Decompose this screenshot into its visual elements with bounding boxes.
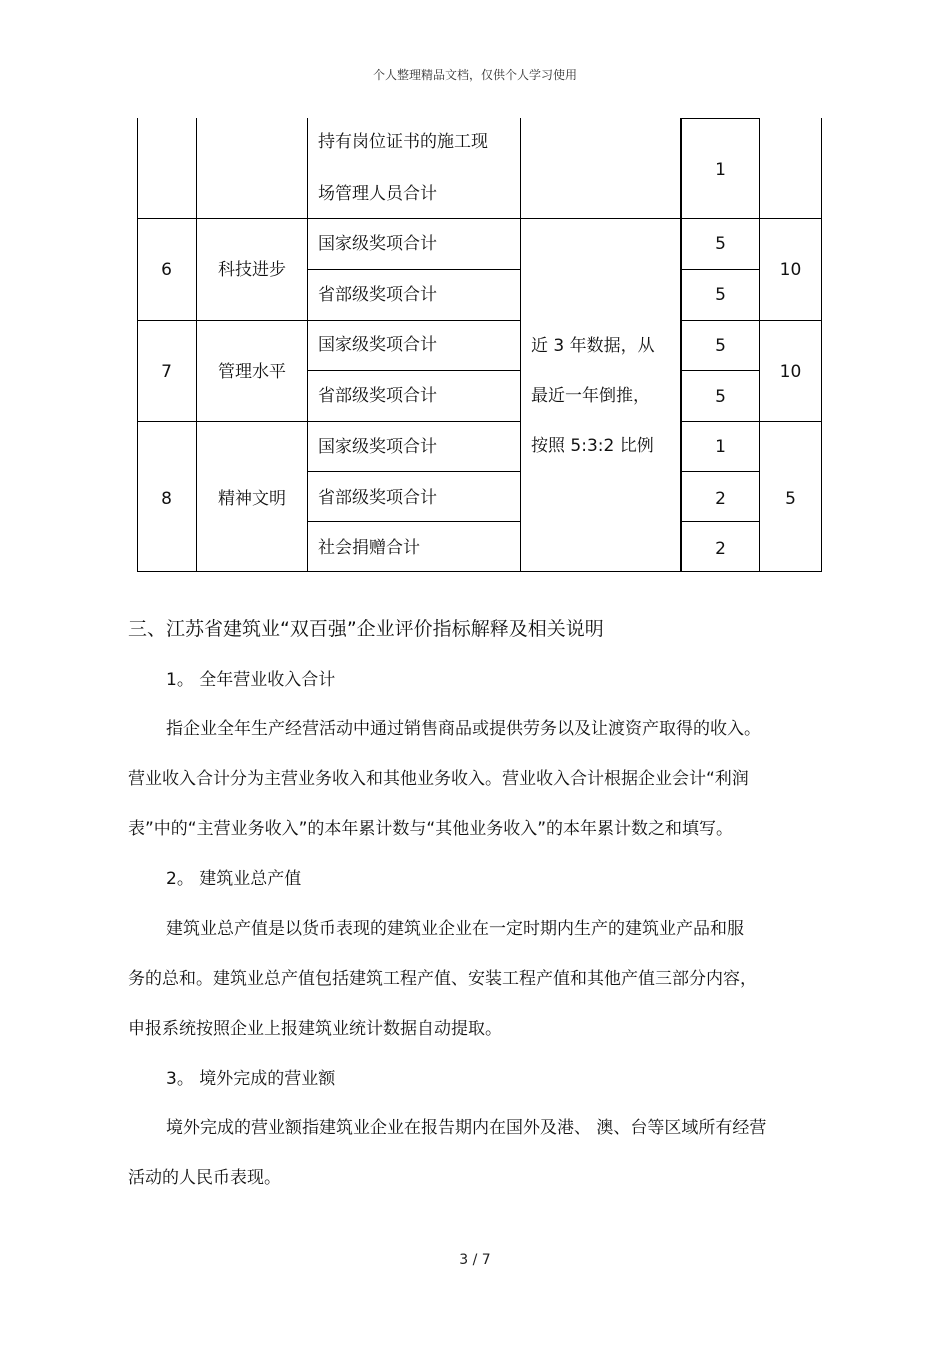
table-points-cell: 5	[715, 387, 726, 407]
item-title: 2。 建筑业总产值	[166, 869, 302, 889]
paragraph-line: 务的总和。建筑业总产值包括建筑工程产值、安装工程产值和其他产值三部分内容，	[128, 969, 757, 989]
table-item-cell: 省部级奖项合计	[318, 285, 437, 305]
table-item-cell: 社会捐赠合计	[318, 538, 420, 558]
table-row-number: 6	[161, 260, 172, 280]
paragraph-line: 活动的人民币表现。	[128, 1168, 281, 1188]
paragraph-line: 表”中的“主营业务收入”的本年累计数与“其他业务收入”的本年累计数之和填写。	[128, 819, 734, 839]
table-item-cell: 省部级奖项合计	[318, 386, 437, 406]
table-total-cell: 10	[779, 260, 802, 280]
page-number: 3 / 7	[459, 1252, 491, 1268]
paragraph-line: 营业收入合计分为主营业务收入和其他业务收入。营业收入合计根据企业会计“利润	[128, 769, 749, 789]
table-points-cell: 2	[715, 539, 726, 559]
table-points-cell: 1	[715, 437, 726, 457]
paragraph-line: 指企业全年生产经营活动中通过销售商品或提供劳务以及让渡资产取得的收入。	[166, 719, 761, 739]
section-heading: 三、江苏省建筑业“双百强”企业评价指标解释及相关说明	[128, 618, 604, 640]
table-grid	[0, 0, 950, 600]
table-category-cell: 精神文明	[218, 489, 286, 509]
table-item-cell: 国家级奖项合计	[318, 437, 437, 457]
table-points-cell: 5	[715, 285, 726, 305]
page-header: 个人整理精品文档，仅供个人学习使用	[372, 68, 577, 82]
table-points-cell: 5	[715, 336, 726, 356]
item-title: 3。 境外完成的营业额	[166, 1069, 336, 1089]
table-item-cell: 持有岗位证书的施工现	[318, 132, 488, 152]
paragraph-line: 境外完成的营业额指建筑业企业在报告期内在国外及港、 澳、台等区域所有经营	[166, 1118, 767, 1138]
table-points-cell: 5	[715, 234, 726, 254]
table-points-cell: 1	[715, 160, 726, 180]
table-note-line: 最近一年倒推，	[531, 386, 650, 406]
table-item-cell: 场管理人员合计	[318, 184, 437, 204]
table-item-cell: 国家级奖项合计	[318, 335, 437, 355]
table-row-number: 7	[161, 362, 172, 382]
table-points-cell: 2	[715, 489, 726, 509]
table-total-cell: 10	[779, 362, 802, 382]
table-note-line: 按照 5:3:2 比例	[531, 436, 654, 456]
table-item-cell: 省部级奖项合计	[318, 488, 437, 508]
paragraph-line: 建筑业总产值是以货币表现的建筑业企业在一定时期内生产的建筑业产品和服	[166, 919, 744, 939]
table-item-cell: 国家级奖项合计	[318, 234, 437, 254]
paragraph-line: 申报系统按照企业上报建筑业统计数据自动提取。	[128, 1019, 502, 1039]
table-row-number: 8	[161, 489, 172, 509]
table-note-line: 近 3 年数据，从	[531, 336, 655, 356]
table-category-cell: 科技进步	[218, 260, 286, 280]
table-category-cell: 管理水平	[218, 362, 286, 382]
item-title: 1。 全年营业收入合计	[166, 670, 336, 690]
table-total-cell: 5	[785, 489, 796, 509]
